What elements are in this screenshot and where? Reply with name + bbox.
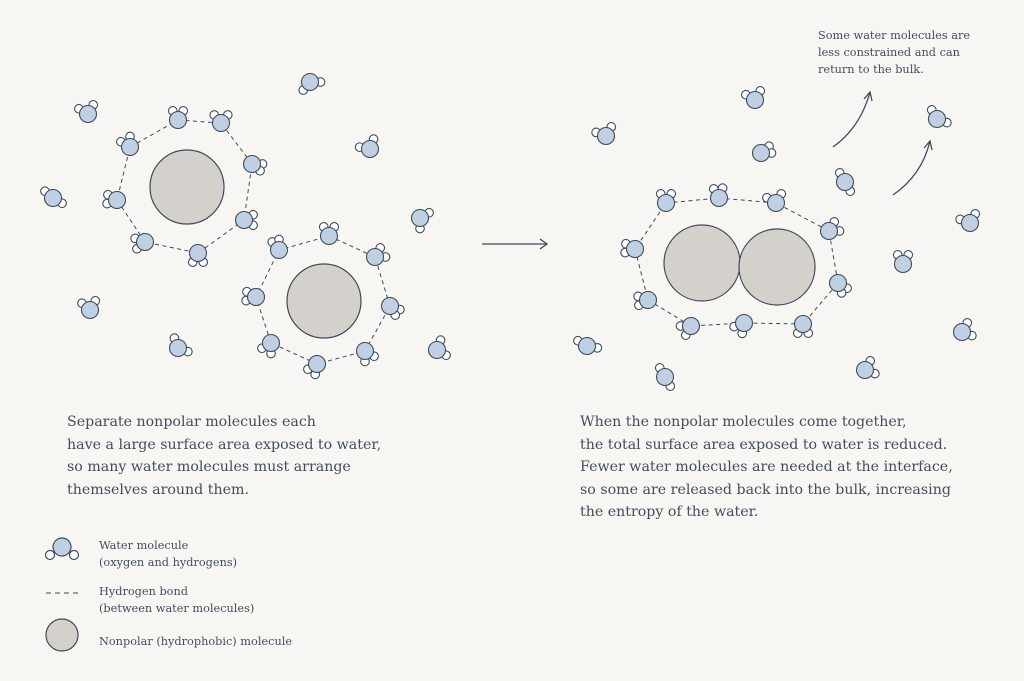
water-molecule-icon (304, 356, 326, 379)
water-molecule-icon (357, 343, 379, 366)
water-molecule-icon (793, 316, 812, 338)
water-molecule-icon (170, 334, 193, 357)
note-released-water: Some water molecules are less constrained and can return to the bulk. (818, 29, 971, 76)
water-molecule-icon (412, 208, 434, 232)
legend-nonpolar-label: Nonpolar (hydrophobic) molecule (99, 635, 293, 648)
water-molecule-icon (763, 190, 786, 212)
legend-water-sublabel: (oxygen and hydrogens) (99, 556, 238, 569)
water-molecule-icon (574, 336, 602, 354)
legend-nonpolar-molecule-icon (46, 619, 78, 651)
water-molecule-icon (592, 123, 616, 145)
water-molecule-icon (621, 239, 644, 257)
water-molecule-icon (75, 101, 98, 123)
legend-hydrogen-bond-label: Hydrogen bond (99, 585, 188, 598)
nonpolar-molecule-icon (664, 225, 740, 301)
curved-arrow-icon (893, 141, 932, 195)
water-molecule-icon (893, 251, 912, 273)
water-molecule-icon (830, 275, 852, 298)
water-molecule-icon (709, 184, 727, 207)
legend-hydrogen-bond-sublabel: (between water molecules) (99, 602, 255, 615)
water-molecule-icon (954, 319, 977, 341)
molecule-layer (41, 74, 980, 391)
water-molecule-icon (367, 244, 390, 266)
water-molecule-icon (319, 223, 338, 245)
curved-arrow-icon (833, 92, 872, 147)
caption-aggregated-molecules: When the nonpolar molecules come together, the total surface area exposed to water is reduced. Fewer water molecules are needed at the interface, so some are released back into the bulk, increasing the entropy of the water. (580, 414, 953, 520)
water-molecule-icon (210, 111, 232, 132)
water-molecule-icon (753, 142, 776, 162)
water-molecule-icon (242, 287, 265, 305)
water-molecule-icon (742, 87, 765, 109)
legend-water-label: Water molecule (99, 539, 189, 552)
water-molecule-icon (117, 132, 139, 155)
nonpolar-molecule-icon (150, 150, 224, 224)
water-molecule-icon (656, 190, 675, 212)
water-molecule-icon (103, 190, 126, 208)
water-molecule-icon (355, 135, 378, 158)
water-molecule-icon (236, 210, 258, 229)
water-molecule-icon (131, 234, 154, 254)
water-molecule-icon (429, 336, 451, 360)
water-molecule-icon (655, 364, 674, 391)
nonpolar-molecule-icon (739, 229, 815, 305)
water-molecule-icon (188, 245, 207, 267)
water-molecule-icon (857, 357, 880, 379)
caption-separate-molecules: Separate nonpolar molecules each have a large surface area exposed to water, so many water molecules must arrange themselves around them. (67, 414, 382, 498)
water-molecule-icon (268, 235, 288, 258)
water-molecule-icon (299, 74, 325, 95)
nonpolar-molecule-icon (287, 264, 361, 338)
water-molecule-icon (835, 169, 854, 196)
arrow-right-icon (482, 239, 547, 249)
water-molecule-icon (730, 315, 753, 338)
water-molecule-icon (78, 297, 100, 319)
water-molecule-icon (634, 292, 657, 310)
legend-water-molecule-icon (46, 538, 79, 560)
water-molecule-icon (244, 156, 267, 176)
water-molecule-icon (168, 107, 187, 129)
water-molecule-icon (41, 187, 67, 208)
water-molecule-icon (821, 218, 844, 240)
water-molecule-icon (258, 335, 280, 358)
water-molecule-icon (956, 210, 980, 232)
water-molecule-icon (927, 106, 951, 128)
water-molecule-icon (676, 318, 699, 340)
